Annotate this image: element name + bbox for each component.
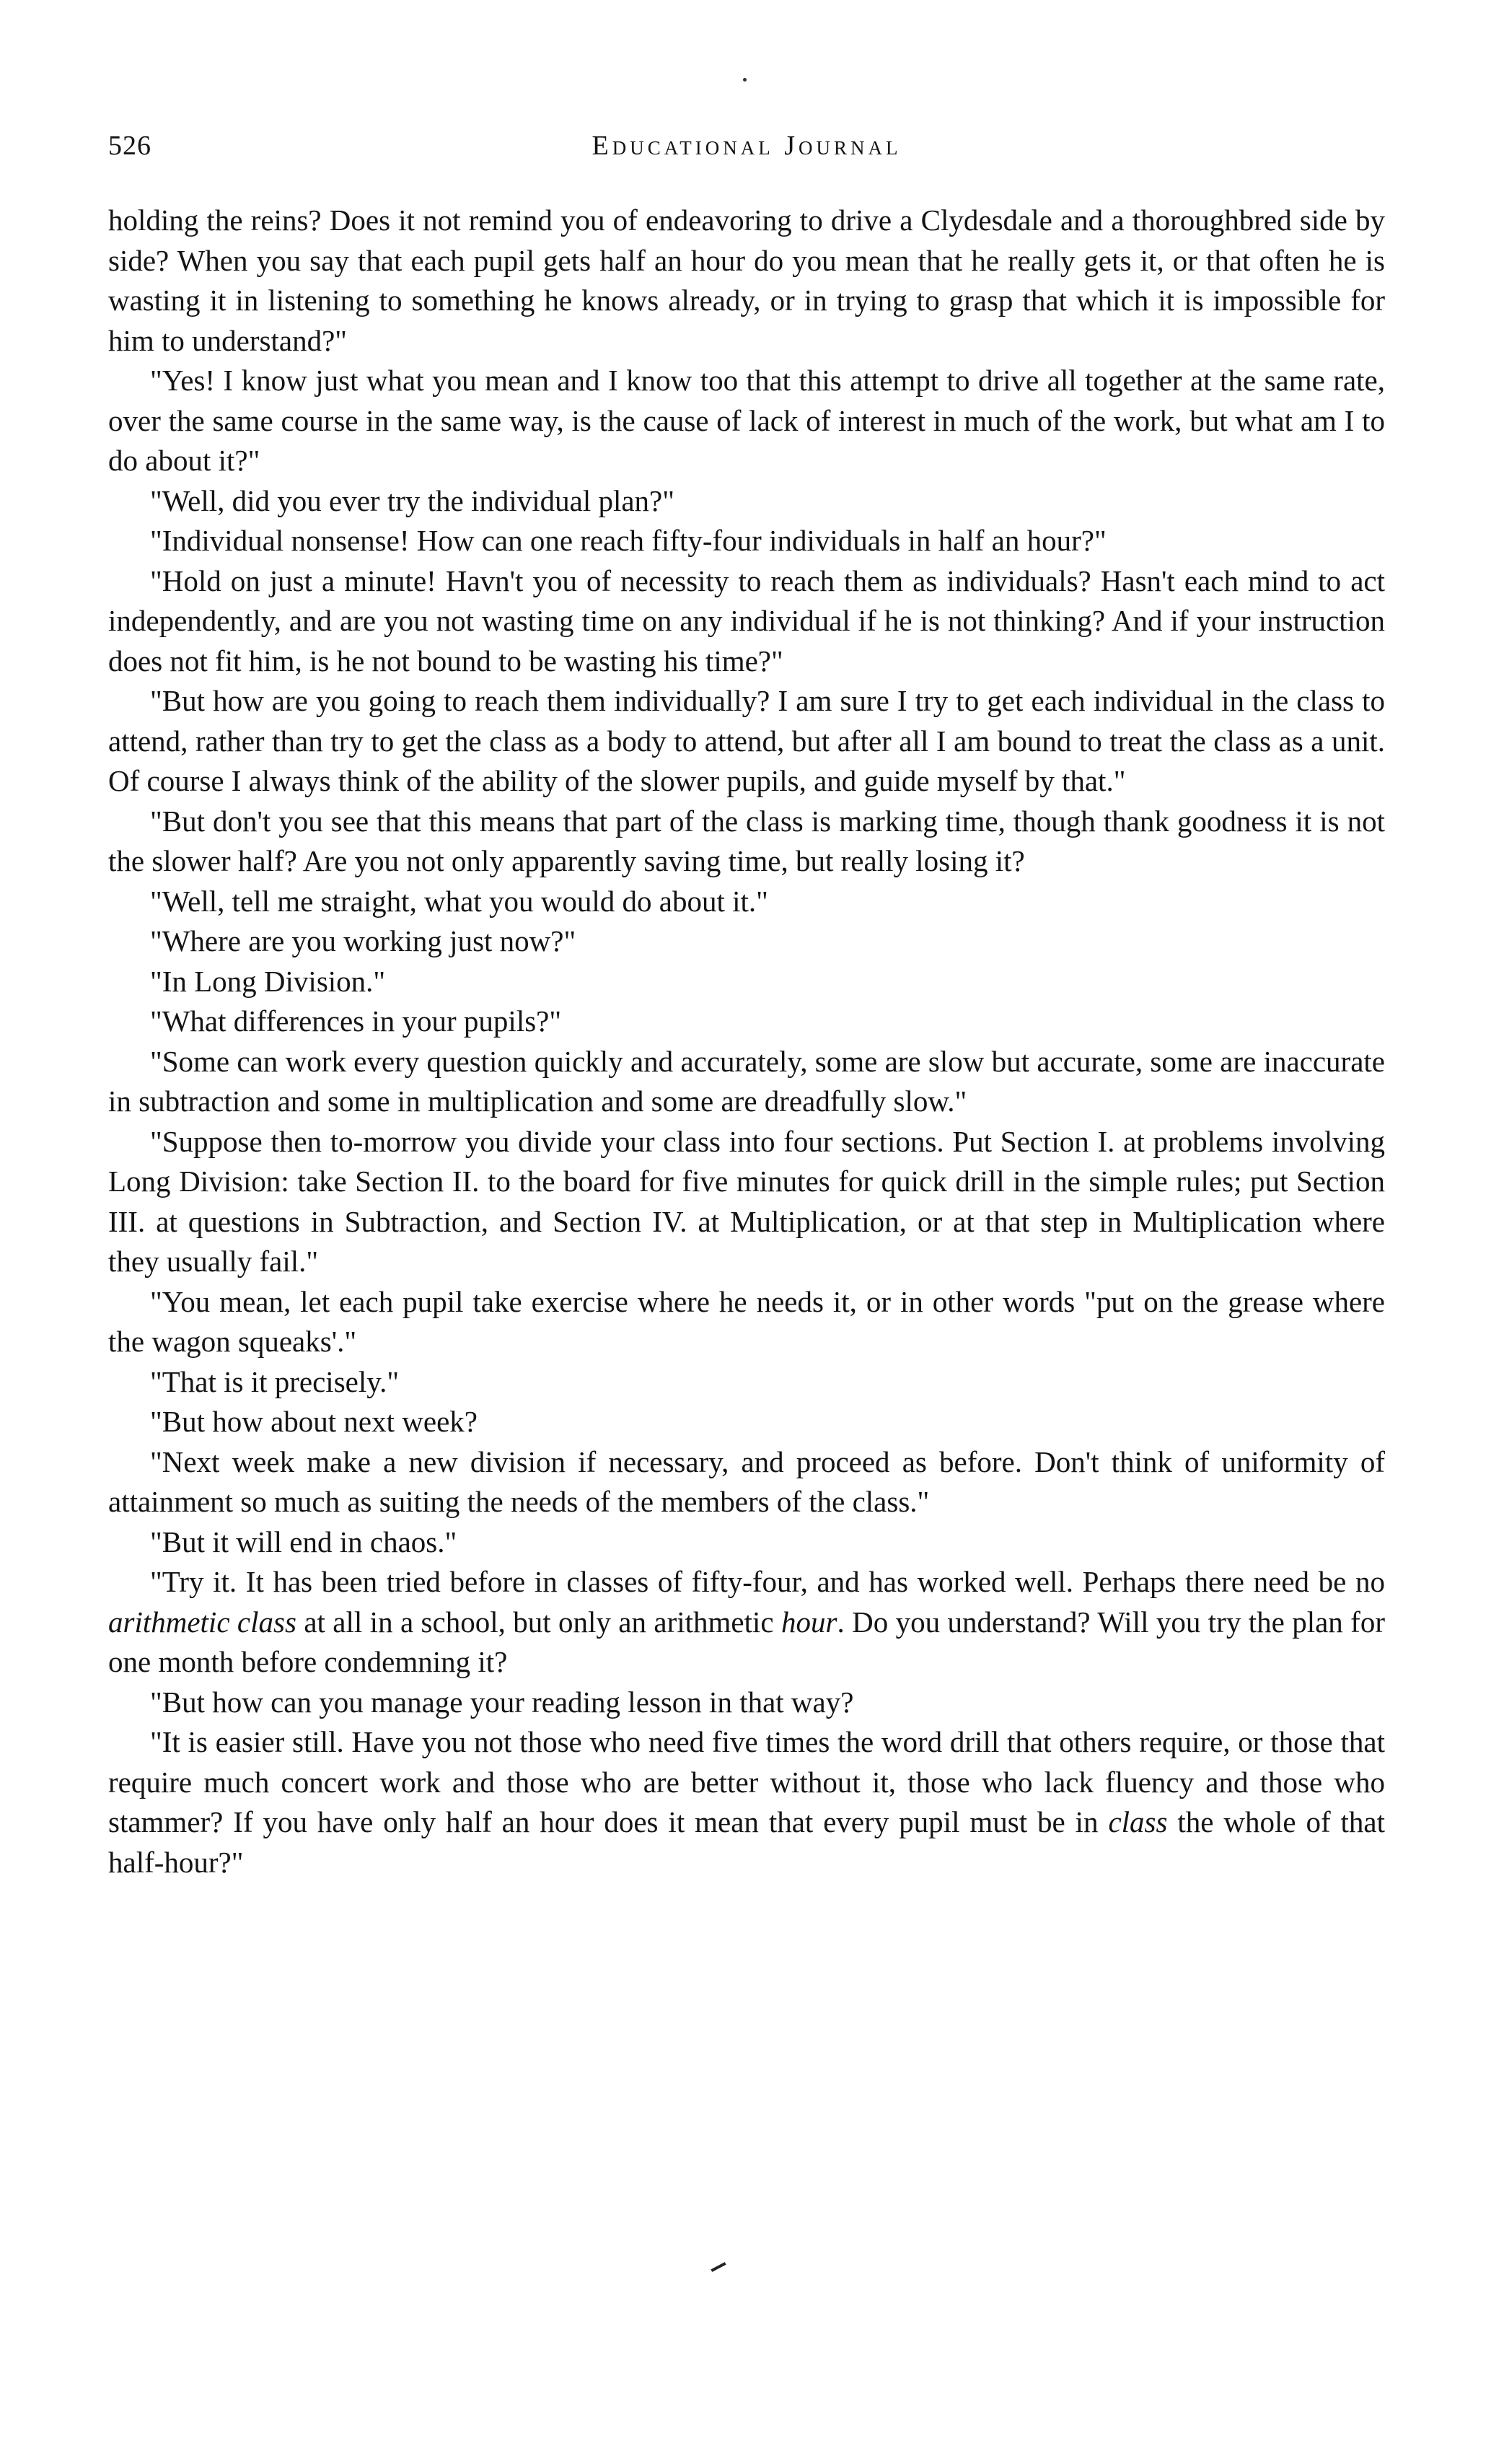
paragraph: "In Long Division." (150, 964, 386, 998)
emphasis: hour (781, 1605, 837, 1639)
paragraph: "Next week make a new division if necessary, and proceed as before. Don't think of uniformity of attainment so much as suiting the needs of the members of the class." (108, 1444, 1385, 1518)
running-head: Educational Journal (592, 131, 902, 161)
paragraph: "What differences in your pupils?" (150, 1004, 562, 1038)
emphasis: class (1108, 1805, 1168, 1838)
paragraph: "Well, tell me straight, what you would do about it." (150, 884, 768, 918)
paragraph: "Hold on just a minute! Havn't you of necessity to reach them as individuals? Hasn't each mind to act independently, and are you not wasting time on any individual if he is not thinking? And if your instruction does not fit him, is he not bound to be wasting his time?" (108, 564, 1385, 678)
stray-mark (711, 2262, 726, 2272)
paragraph: "Try it. It has been tried before in classes of fifty-four, and has worked well. Perhaps there need be no arithmetic class at all in a school, but only an arithmetic hour. Do you understand? Will you try the plan for one month before condemning it? (108, 1565, 1385, 1678)
paragraph: "Individual nonsense! How can one reach fifty-four individuals in half an hour?" (150, 524, 1107, 557)
paragraph: "But it will end in chaos." (150, 1525, 457, 1558)
print-speck (743, 78, 747, 82)
paragraph: "Where are you working just now?" (150, 924, 576, 957)
paragraph: "It is easier still. Have you not those who need five times the word drill that others require, or those that require much concert work and those who are better without it, those who lack fluency and those who stammer? If you have only half an hour does it mean that every pupil must be in class the whole of that half-hour?" (108, 1725, 1386, 1879)
paragraph: "You mean, let each pupil take exercise where he needs it, or in other words "put on the grease where the wagon squeaks'." (108, 1284, 1385, 1358)
paragraph: holding the reins? Does it not remind you of endeavoring to drive a Clydesdale and a thoroughbred side by side? When you say that each pupil gets half an hour do you mean that he really gets it, or that often he is wasting it in listening to something he knows already, or in trying to grasp that which it is impossible for him to understand?" (108, 203, 1385, 357)
page-number: 526 (108, 131, 151, 161)
paragraph: "But how can you manage your reading lesson in that way? (150, 1685, 854, 1719)
paragraph: "Suppose then to-morrow you divide your class into four sections. Put Section I. at problems involving Long Division: take Section II. to the board for five minutes for quick drill in the simple rules; put Section III. at questions in Subtraction, and Section IV. at Multiplication, or at that step in Multiplication where they usually fail." (108, 1124, 1385, 1278)
paragraph: "But don't you see that this means that part of the class is marking time, though thank goodness it is not the slower half? Are you not only apparently saving time, but really losing it? (108, 804, 1385, 877)
paragraph: "But how about next week? (150, 1405, 478, 1438)
emphasis: arithmetic class (108, 1605, 296, 1639)
paragraph: "Some can work every question quickly and accurately, some are slow but accurate, some are inaccurate in subtraction and some in multiplication and some are dreadfully slow." (108, 1044, 1385, 1118)
body-text (108, 201, 1385, 1882)
paragraph: "But how are you going to reach them individually? I am sure I try to get each individual in the class to attend, rather than try to get the class as a body to attend, but after all I am bound to treat the class as a unit. Of course I always think of the ability of the slower pupils, and guide myself by that." (108, 684, 1385, 797)
paragraph: "Well, did you ever try the individual plan?" (150, 483, 674, 517)
page-header (108, 130, 1385, 173)
paragraph: "That is it precisely." (150, 1364, 400, 1398)
paragraph: "Yes! I know just what you mean and I know too that this attempt to drive all together at the same rate, over the same course in the same way, is the cause of lack of interest in much of the work, but what am I to do about it?" (108, 364, 1385, 477)
